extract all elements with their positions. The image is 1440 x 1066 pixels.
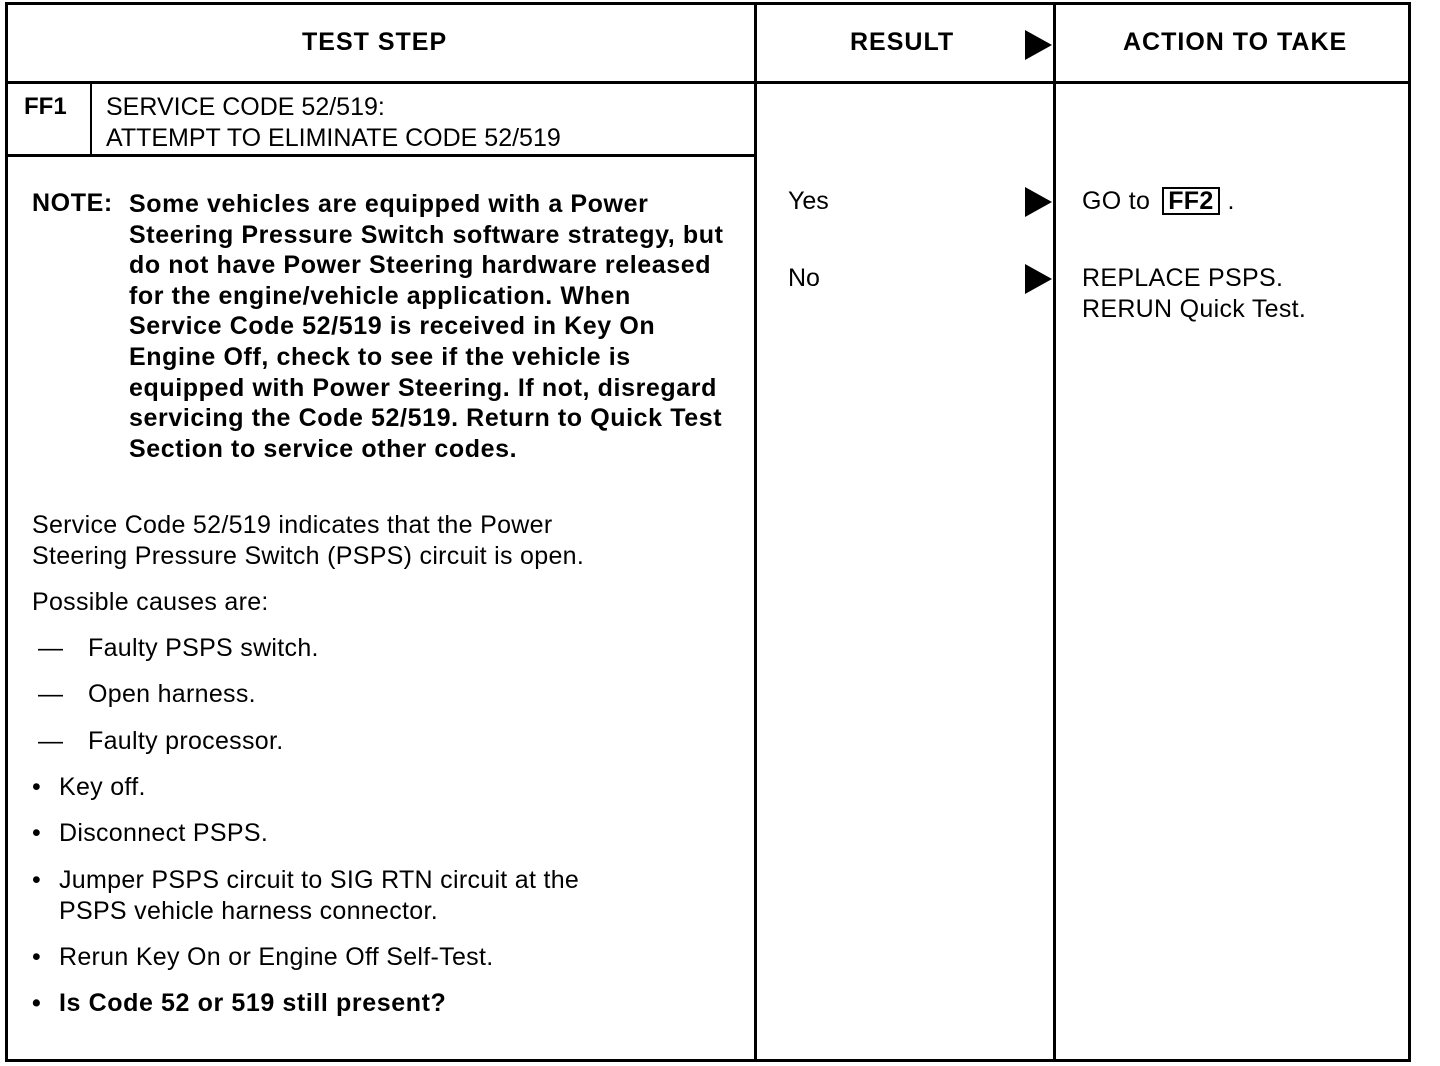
- step-id: FF1: [24, 93, 67, 120]
- step-text: Jumper PSPS circuit to SIG RTN circuit at the: [59, 866, 580, 894]
- arrow-yes-icon: [1025, 187, 1052, 217]
- cause-text: Faulty processor.: [88, 727, 284, 755]
- header-result: RESULT: [850, 28, 955, 56]
- header-arrow-icon: [1025, 30, 1052, 60]
- step-item: [32, 772, 146, 803]
- step-reference-ff2[interactable]: FF2: [1162, 187, 1219, 215]
- step-text: Key off.: [59, 773, 146, 801]
- cause-item: [38, 633, 319, 664]
- cause-item: [38, 679, 256, 710]
- step-title-line1: SERVICE CODE 52/519:: [106, 93, 385, 121]
- header-action: ACTION TO TAKE: [1123, 28, 1348, 56]
- step-text: PSPS vehicle harness connector.: [59, 897, 438, 925]
- step-title-rule: [5, 154, 756, 157]
- column-divider-result: [754, 2, 757, 1062]
- action-yes-prefix: GO to: [1082, 187, 1151, 215]
- causes-label: Possible causes are:: [32, 588, 269, 616]
- description-line2: Steering Pressure Switch (PSPS) circuit is open.: [32, 542, 585, 570]
- action-no-line2: RERUN Quick Test.: [1082, 295, 1307, 323]
- step-title: [106, 92, 561, 154]
- action-yes: [1082, 186, 1235, 217]
- step-text: Rerun Key On or Engine Off Self-Test.: [59, 943, 494, 971]
- step-text: Disconnect PSPS.: [59, 819, 269, 847]
- description: [32, 510, 722, 572]
- step-id-divider: [90, 83, 92, 155]
- dash-icon: —: [38, 727, 64, 755]
- bullet-icon: •: [32, 819, 42, 847]
- action-no: [1082, 263, 1306, 325]
- step-item: [32, 865, 579, 927]
- description-line1: Service Code 52/519 indicates that the Power: [32, 511, 553, 539]
- step-question: [32, 988, 446, 1019]
- step-item: [32, 818, 268, 849]
- result-no: No: [788, 264, 820, 292]
- bullet-icon: •: [32, 866, 42, 894]
- cause-text: Faulty PSPS switch.: [88, 634, 319, 662]
- step-title-line2: ATTEMPT TO ELIMINATE CODE 52/519: [106, 124, 561, 152]
- note-label: NOTE:: [32, 189, 113, 217]
- bullet-icon: •: [32, 989, 42, 1017]
- bullet-icon: •: [32, 943, 42, 971]
- bullet-icon: •: [32, 773, 42, 801]
- step-item: [32, 942, 493, 973]
- result-yes: Yes: [788, 187, 829, 215]
- header-rule: [5, 81, 1411, 84]
- column-divider-action: [1053, 2, 1056, 1062]
- note-text: Some vehicles are equipped with a Power Steering Pressure Switch software strategy, but do not have Power Steering hardware released for the engine/vehicle application. When Service Code 52/519 is received in Key On Engine Off, check to see if the vehicle is equipped with Power Steering. If not, disregard servicing the Code 52/519. Return to Quick Test Section to service other codes.: [129, 190, 724, 463]
- header-test-step: TEST STEP: [302, 28, 448, 56]
- action-yes-suffix: .: [1227, 187, 1235, 215]
- dash-icon: —: [38, 680, 64, 708]
- cause-item: [38, 726, 283, 757]
- question-text: Is Code 52 or 519 still present?: [59, 989, 447, 1017]
- dash-icon: —: [38, 634, 64, 662]
- arrow-no-icon: [1025, 264, 1052, 294]
- cause-text: Open harness.: [88, 680, 256, 708]
- action-no-line1: REPLACE PSPS.: [1082, 264, 1284, 292]
